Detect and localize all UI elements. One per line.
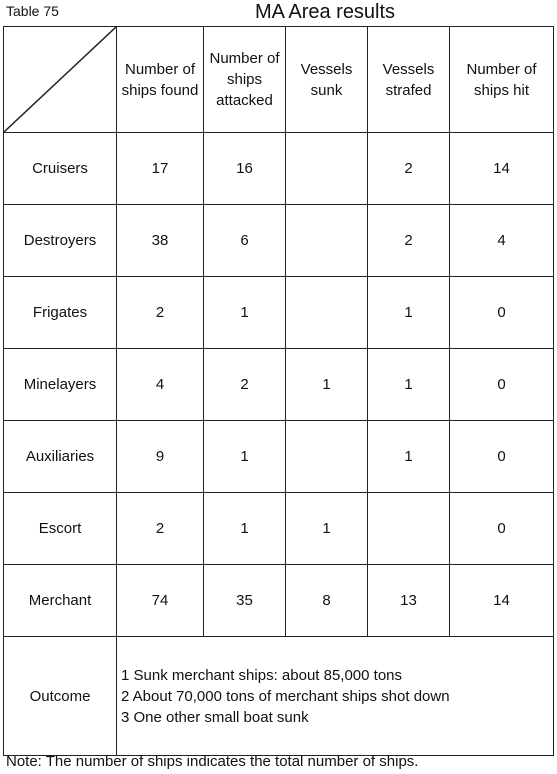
table-cell: 17 <box>117 133 204 205</box>
results-table <box>3 26 554 756</box>
table-cell: 35 <box>204 565 286 637</box>
table-row <box>4 349 554 421</box>
results-table-body <box>4 27 554 756</box>
column-header: Number of ships hit <box>450 27 554 133</box>
table-row <box>4 565 554 637</box>
table-cell: 1 <box>286 349 368 421</box>
table-cell: 1 <box>204 493 286 565</box>
table-title: MA Area results <box>255 1 396 23</box>
row-label: Frigates <box>4 277 117 349</box>
table-cell: 1 <box>286 493 368 565</box>
outcome-line: 2 About 70,000 tons of merchant ships shot down <box>121 687 450 705</box>
row-label: Merchant <box>4 565 117 637</box>
table-cell: 74 <box>117 565 204 637</box>
table-cell: 4 <box>450 205 554 277</box>
table-cell: 2 <box>117 277 204 349</box>
table-cell: 0 <box>450 421 554 493</box>
row-label: Destroyers <box>4 205 117 277</box>
corner-cell <box>4 27 117 133</box>
column-header: Vessels strafed <box>368 27 450 133</box>
table-cell: 8 <box>286 565 368 637</box>
table-cell: 9 <box>117 421 204 493</box>
outcome-line: 3 One other small boat sunk <box>121 708 309 726</box>
table-cell: 1 <box>368 421 450 493</box>
table-cell: 1 <box>368 349 450 421</box>
table-cell: 4 <box>117 349 204 421</box>
table-cell: 1 <box>204 421 286 493</box>
table-cell <box>286 277 368 349</box>
table-cell: 16 <box>204 133 286 205</box>
header-row <box>4 27 554 133</box>
column-header: Number of ships attacked <box>204 27 286 133</box>
table-cell: 38 <box>117 205 204 277</box>
outcome-line: 1 Sunk merchant ships: about 85,000 tons <box>121 666 403 684</box>
table-cell: 1 <box>204 277 286 349</box>
table-cell <box>368 493 450 565</box>
table-cell: 0 <box>450 493 554 565</box>
table-cell <box>286 421 368 493</box>
row-label: Auxiliaries <box>4 421 117 493</box>
table-row <box>4 205 554 277</box>
table-cell: 0 <box>450 349 554 421</box>
outcome-row <box>4 637 554 756</box>
table-cell: 2 <box>117 493 204 565</box>
diagonal-divider <box>4 27 116 132</box>
table-cell: 13 <box>368 565 450 637</box>
table-cell: 1 <box>368 277 450 349</box>
table-cell: 14 <box>450 565 554 637</box>
column-header: Vessels sunk <box>286 27 368 133</box>
table-label: Table 75 <box>6 3 59 19</box>
table-row <box>4 277 554 349</box>
footnote: Note: The number of ships indicates the total number of ships. <box>6 753 419 770</box>
table-cell: 2 <box>204 349 286 421</box>
table-cell: 6 <box>204 205 286 277</box>
table-cell: 14 <box>450 133 554 205</box>
row-label: Cruisers <box>4 133 117 205</box>
table-cell <box>286 205 368 277</box>
table-cell: 2 <box>368 133 450 205</box>
column-header: Number of ships found <box>117 27 204 133</box>
outcome-label: Outcome <box>4 637 117 756</box>
table-cell: 0 <box>450 277 554 349</box>
row-label: Escort <box>4 493 117 565</box>
table-cell <box>286 133 368 205</box>
outcome-text <box>117 637 554 756</box>
table-cell: 2 <box>368 205 450 277</box>
table-row <box>4 421 554 493</box>
table-row <box>4 133 554 205</box>
table-row <box>4 493 554 565</box>
row-label: Minelayers <box>4 349 117 421</box>
